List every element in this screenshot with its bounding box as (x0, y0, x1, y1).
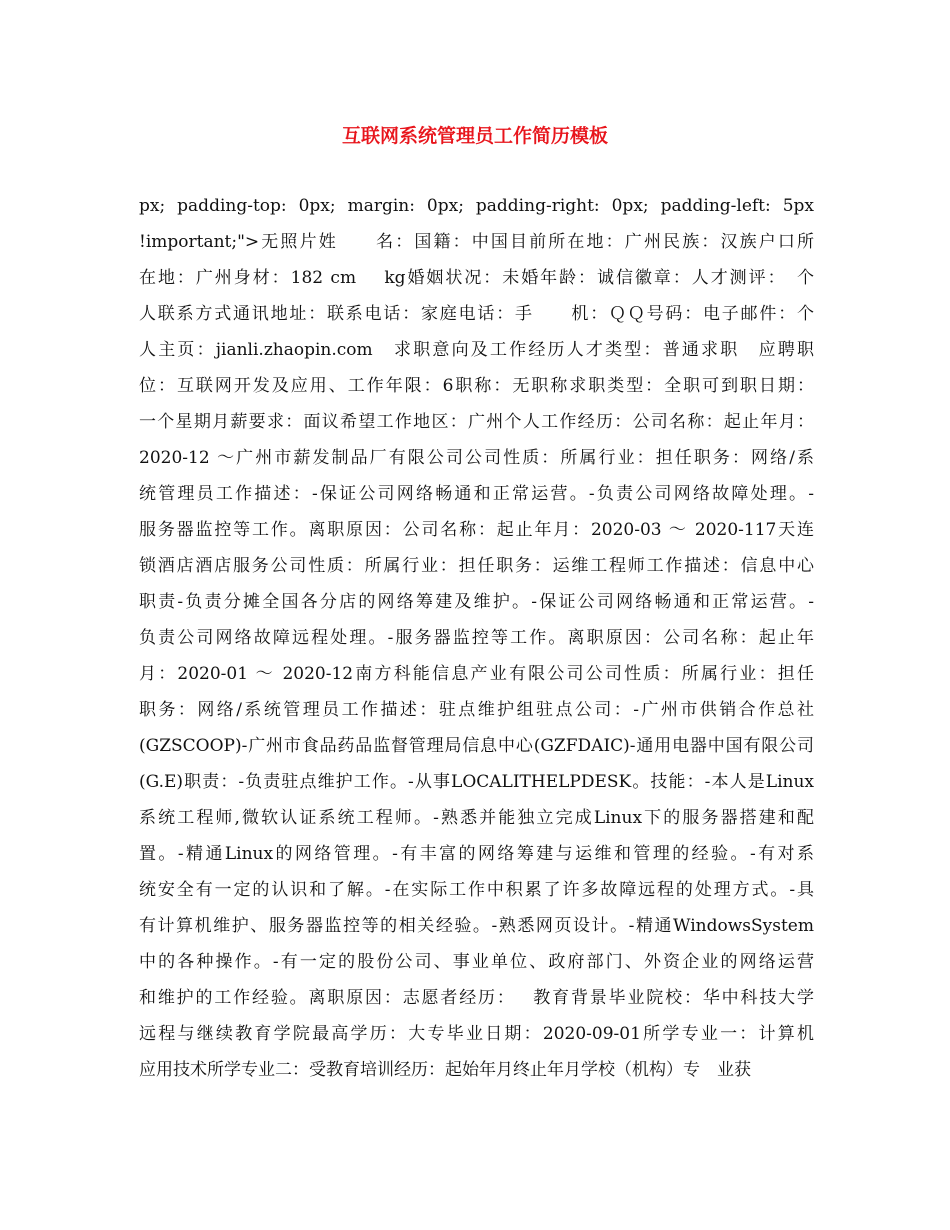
body-text-line: 服务器监控等工作。离职原因：公司名称：起止年月：2020-03 ～ 2020-117天连 (139, 520, 814, 540)
body-text-line: (G.E)职责：-负责驻点维护工作。-从事LOCALITHELPDESK。技能：-本人是Linux (139, 772, 814, 792)
body-text-line: 位：互联网开发及应用、工作年限：6职称：无职称求职类型：全职可到职日期： (139, 376, 814, 396)
body-text-line: px; padding-top: 0px; margin: 0px; padding-right: 0px; padding-left: 5px (139, 196, 814, 216)
document-body (139, 193, 814, 1093)
body-text-line: 月：2020-01 ～ 2020-12南方科能信息产业有限公司公司性质：所属行业：担任 (139, 664, 814, 684)
body-text-line: 人联系方式通讯地址：联系电话：家庭电话：手 机：ＱＱ号码：电子邮件：个 (139, 304, 814, 324)
body-text-line: 职责-负责分摊全国各分店的网络筹建及维护。-保证公司网络畅通和正常运营。- (139, 592, 814, 612)
body-text-line: 和维护的工作经验。离职原因：志愿者经历： 教育背景毕业院校：华中科技大学 (139, 988, 814, 1008)
body-text-line: 远程与继续教育学院最高学历：大专毕业日期：2020-09-01所学专业一：计算机 (139, 1024, 814, 1044)
body-text-line: 统管理员工作描述：-保证公司网络畅通和正常运营。-负责公司网络故障处理。- (139, 484, 814, 504)
body-text-line: 应用技术所学专业二：受教育培训经历：起始年月终止年月学校（机构）专 业获 (139, 1060, 751, 1080)
body-text-line: 一个星期月薪要求：面议希望工作地区：广州个人工作经历：公司名称：起止年月： (139, 412, 814, 432)
body-text-line: 中的各种操作。-有一定的股份公司、事业单位、政府部门、外资企业的网络运营 (139, 952, 814, 972)
body-text-line: 职务：网络/系统管理员工作描述：驻点维护组驻点公司：-广州市供销合作总社 (139, 700, 814, 720)
body-text-line: 锁酒店酒店服务公司性质：所属行业：担任职务：运维工程师工作描述：信息中心 (139, 556, 814, 576)
body-text-line: 置。-精通Linux的网络管理。-有丰富的网络筹建与运维和管理的经验。-有对系 (139, 844, 814, 864)
body-text-line: 2020-12 ～广州市薪发制品厂有限公司公司性质：所属行业：担任职务：网络/系 (139, 448, 814, 468)
body-text-line: !important;">无照片姓 名：国籍：中国目前所在地：广州民族：汉族户口所 (139, 232, 814, 252)
body-text-line: 负责公司网络故障远程处理。-服务器监控等工作。离职原因：公司名称：起止年 (139, 628, 814, 648)
body-text-line: 人主页：jianli.zhaopin.com 求职意向及工作经历人才类型：普通求职 应聘职 (139, 340, 814, 360)
body-text-line: 有计算机维护、服务器监控等的相关经验。-熟悉网页设计。-精通WindowsSystem (139, 916, 814, 936)
body-text-line: 系统工程师,微软认证系统工程师。-熟悉并能独立完成Linux下的服务器搭建和配 (139, 808, 814, 828)
body-text-line: 统安全有一定的认识和了解。-在实际工作中积累了许多故障远程的处理方式。-具 (139, 880, 814, 900)
body-text-line: (GZSCOOP)-广州市食品药品监督管理局信息中心(GZFDAIC)-通用电器中国有限公司 (139, 736, 814, 756)
body-text-line: 在地：广州身材：182 cm kg婚姻状况：未婚年龄：诚信徽章：人才测评： 个 (139, 268, 814, 288)
document-title: 互联网系统管理员工作简历模板 (341, 125, 608, 147)
